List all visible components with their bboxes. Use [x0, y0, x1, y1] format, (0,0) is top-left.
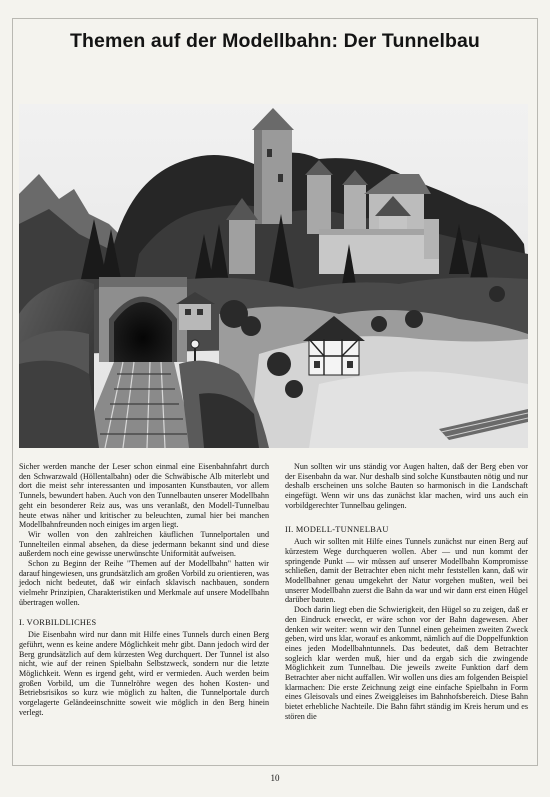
- article-title: Themen auf der Modellbahn: Der Tunnelbau: [70, 30, 480, 52]
- right-column: [285, 462, 528, 722]
- intro-paragraph: Schon zu Beginn der Reihe "Themen auf der Modellbahn" hatten wir darauf hingewiesen, uns grundsätzlich am großen Vorbild zu orientieren, was jedoch nicht bedeutet, daß wir einfach sklavisch nachbauen, sondern vielmehr Prinzipien, Charakteristiken und Merkmale auf unsere Modellbahn übertragen wollen.: [19, 559, 269, 607]
- section-heading-vorbildliches: I. VORBILDLICHES: [19, 617, 97, 627]
- model-railway-photo: [19, 104, 528, 448]
- right-intro-paragraph: Nun sollten wir uns ständig vor Augen halten, daß der Berg eben vor der Eisenbahn da war. Nur deshalb sind solche Kunstbauten nötig und nur deshalb erscheinen uns solche Bauten so harmonisch in die Landschaft eingefügt. Wenn wir uns das zunächst klar machen, wird uns auch ein vorbildgerechter Tunnelbau gelingen.: [285, 462, 528, 510]
- intro-paragraph: Wir wollen von den zahlreichen käuflichen Tunnelportalen und Tunnelteilen einmal absehen, da diese jedermann bekannt sind und diese außerdem noch eine gewisse unerwünschte Uniformität aufweisen.: [19, 529, 269, 559]
- section2-paragraph: Auch wir sollten mit Hilfe eines Tunnels zunächst nur einen Berg auf kürzestem Wege durchqueren wollen. Aber — und nun kommt der springende Punkt — wir müssen auf unserer Modellbahn Kompromisse schließen, damit der Betrachter eben nicht mehr feststellen kann, daß wir Modellbahner genau umgekehrt der Natur vorgehen mußten, weil bei unserer Modellbahn zuerst die Bahn da war und wir dann erst einen Hügel darüber bauten.: [285, 537, 528, 605]
- section-heading-modell-tunnelbau: II. MODELL-TUNNELBAU: [285, 524, 389, 534]
- left-column: [19, 462, 269, 718]
- page-number: 10: [270, 773, 280, 783]
- intro-paragraph: Sicher werden manche der Leser schon einmal eine Eisenbahnfahrt durch den Schwarzwald (Höllentalbahn) oder die Schwäbische Alb miterlebt und dort die meist sehr interessanten und imposanten Kunstbauten, vor allem Tunnels, bewundert haben. Auch von den Tunnelbauten unserer Modellbahn geht ein besonderer Reiz aus, was uns veranlaßt, den Modell-Tunnelbau heute etwas näher und kritischer zu beleuchten, zumal hier bei manchen Modellbahnfreunden noch einiges im argen liegt.: [19, 462, 269, 530]
- section1-paragraph: Die Eisenbahn wird nur dann mit Hilfe eines Tunnels durch einen Berg geführt, wenn es keine andere Möglichkeit mehr gibt. Dann jedoch wird der Berg grundsätzlich auf dem kürzesten Weg durchquert. Der Tunnel ist also nicht, wie auf der reinen Spielbahn Selbstzweck, sondern nur die letzte Möglichkeit. Wenn es irgend geht, wird er vermieden. Auch werden beim großen Vorbild, um die Tunnelröhre wegen des hohen Kosten- und Betriebsrisikos so kurz wie möglich zu halten, die Tunnelportale durch vorgelagerte Geländeeinschnitte soweit wie möglich in den Berg hinein verlegt.: [19, 630, 269, 717]
- section2-paragraph: Doch darin liegt eben die Schwierigkeit, den Hügel so zu zeigen, daß er den Eindruck erweckt, er wäre schon vor der Bahn dagewesen. Aber denken wir weiter: wenn wir den Tunnel einen geheimen zweiten Zweck geben, wird uns klar, worauf es ankommt, nämlich auf die Doppelfunktion eines jeden Modellbahntunnels. Das bedeutet, daß dem Betrachter sogleich klar werden muß, hier und da ergab sich die zwingende Möglichkeit zum Tunnelbau. Die jeweils zweite Funktion darf dem Betrachter aber nicht auffallen. Wir wollen uns dies am folgenden Beispiel klarmachen: Die erste Zeichnung zeigt eine einfache Spielbahn in Form eines Gleisovals und eines Zweiggleises im Bahnhofsbereich. Diese Bahn bietet erhebliche Nachteile. Die Bahn fährt ständig im Kreis herum und es stören die: [285, 605, 528, 721]
